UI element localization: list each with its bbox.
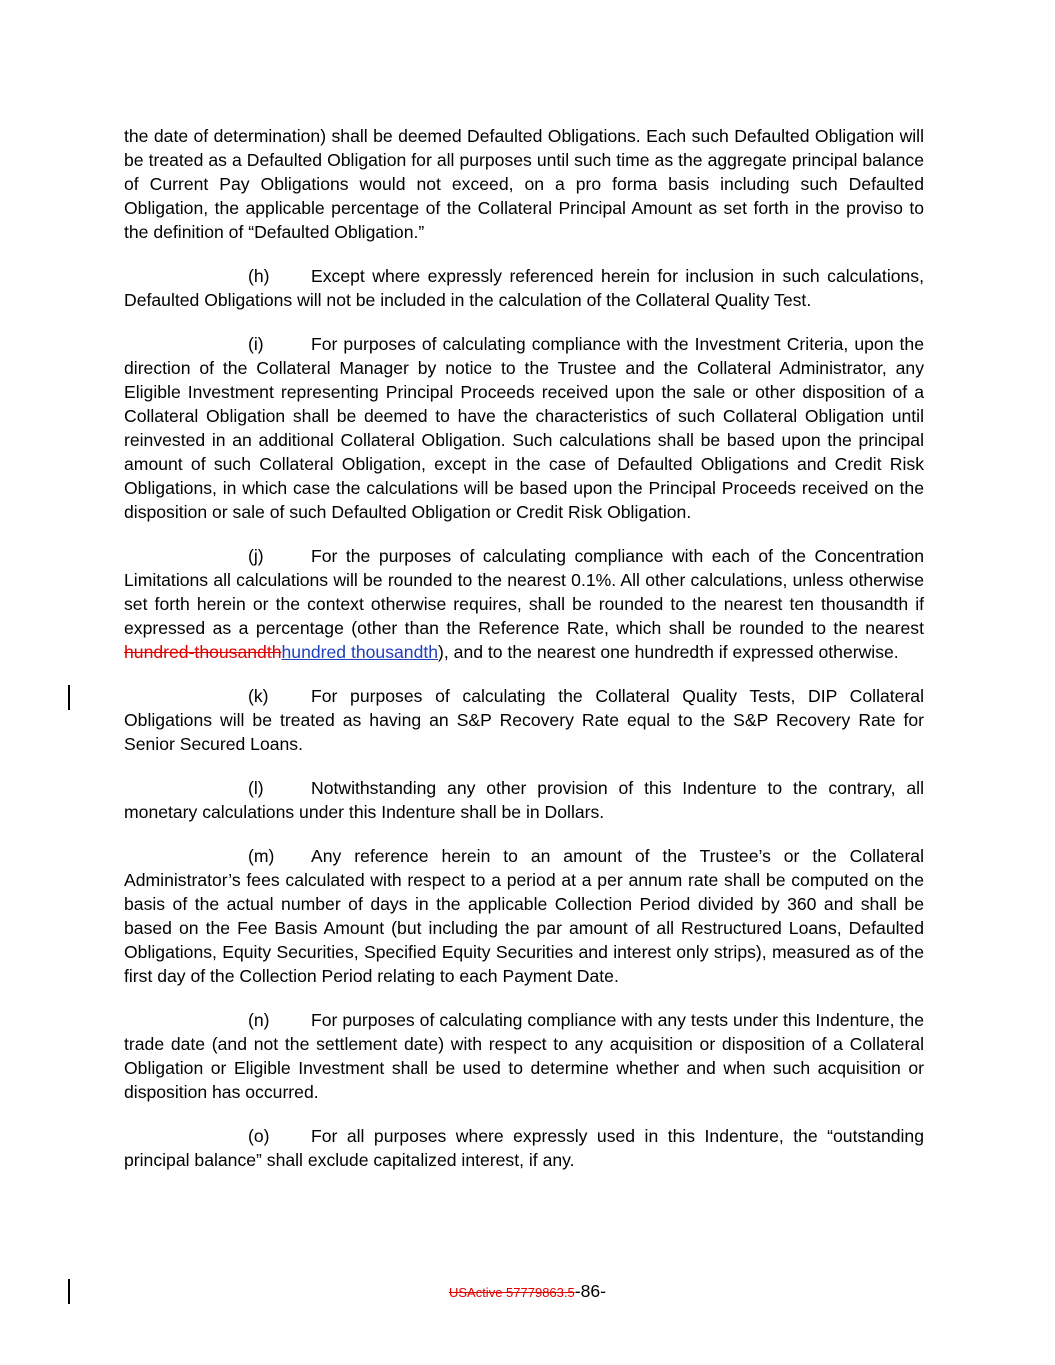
tracked-deletion: hundred-thousandth [124, 642, 282, 662]
paragraph-intro: the date of determination) shall be deemed Defaulted Obligations. Each such Defaulted Obligation will be treated as a Defaulted Obligation for all purposes until such time as the aggregate principal balance of Current Pay Obligations would not exceed, on a pro forma basis including such Defaulted Obligation, the applicable percentage of the Collateral Principal Amount as set forth in the proviso to the definition of “Defaulted Obligation.” [124, 126, 924, 242]
paragraph-o [124, 1124, 924, 1172]
paragraph-o-label: (o) [248, 1126, 270, 1146]
change-bar [68, 685, 70, 710]
paragraph-j [124, 544, 924, 664]
paragraph-k [124, 684, 924, 756]
paragraph-m [124, 844, 924, 988]
paragraph-j-label: (j) [248, 546, 264, 566]
paragraph-i-text: For purposes of calculating compliance with the Investment Criteria, upon the direction of the Collateral Manager by notice to the Trustee and the Collateral Administrator, any Eligible Investment representing Principal Proceeds received upon the sale or other disposition of a Collateral Obligation shall be deemed to have the characteristics of such Collateral Obligation until reinvested in an additional Collateral Obligation. Such calculations shall be based upon the principal amount of such Collateral Obligation, except in the case of Defaulted Obligations and Credit Risk Obligations, in which case the calculations will be based upon the Principal Proceeds received on the disposition or sale of such Defaulted Obligation or Credit Risk Obligation. [124, 334, 924, 522]
paragraph-j-text-before: For the purposes of calculating compliance with each of the Concentration Limitations all calculations will be rounded to the nearest 0.1%. All other calculations, unless otherwise set forth herein or the context otherwise requires, shall be rounded to the nearest ten thousandth if expressed as a percentage (other than the Reference Rate, which shall be rounded to the nearest [124, 546, 924, 638]
paragraph-l-label: (l) [248, 778, 264, 798]
paragraph-n-label: (n) [248, 1010, 270, 1030]
paragraph-n-text: For purposes of calculating compliance with any tests under this Indenture, the trade date (and not the settlement date) with respect to any acquisition or disposition of a Collateral Obligation or Eligible Investment shall be used to determine whether and when such acquisition or disposition has occurred. [124, 1010, 924, 1102]
page-footer [0, 1281, 1055, 1302]
document-body [124, 124, 924, 1192]
paragraph-i [124, 332, 924, 524]
paragraph-m-label: (m) [248, 846, 275, 866]
paragraph-h-text: Except where expressly referenced herein for inclusion in such calculations, Defaulted Obligations will not be included in the calculation of the Collateral Quality Test. [124, 266, 924, 310]
footer-deleted-doc-id: USActive 57779863.5 [448, 1285, 575, 1300]
paragraph-n [124, 1008, 924, 1104]
paragraph-j-text-after: ), and to the nearest one hundredth if expressed otherwise. [438, 642, 899, 662]
paragraph-h-label: (h) [248, 266, 270, 286]
paragraph-l-text: Notwithstanding any other provision of this Indenture to the contrary, all monetary calculations under this Indenture shall be in Dollars. [124, 778, 924, 822]
page-number: -86- [574, 1281, 607, 1301]
paragraph-l [124, 776, 924, 824]
paragraph-k-label: (k) [248, 686, 269, 706]
paragraph-o-text: For all purposes where expressly used in this Indenture, the “outstanding principal balance” shall exclude capitalized interest, if any. [124, 1126, 924, 1170]
paragraph-h [124, 264, 924, 312]
paragraph-k-text: For purposes of calculating the Collateral Quality Tests, DIP Collateral Obligations will be treated as having an S&P Recovery Rate equal to the S&P Recovery Rate for Senior Secured Loans. [124, 686, 924, 754]
paragraph-m-text: Any reference herein to an amount of the Trustee’s or the Collateral Administrator’s fees calculated with respect to a period at a per annum rate shall be computed on the basis of the actual number of days in the applicable Collection Period divided by 360 and shall be based on the Fee Basis Amount (but including the par amount of all Restructured Loans, Defaulted Obligations, Equity Securities, Specified Equity Securities and interest only strips), measured as of the first day of the Collection Period relating to each Payment Date. [124, 846, 924, 986]
paragraph-i-label: (i) [248, 334, 264, 354]
tracked-insertion: hundred thousandth [281, 642, 439, 662]
